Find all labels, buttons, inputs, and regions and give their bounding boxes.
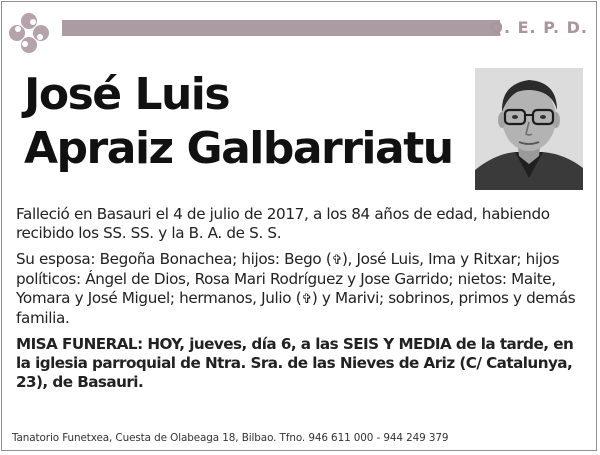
obituary-card — [1, 1, 597, 451]
obituary-text — [16, 205, 582, 399]
family-text-part-1: Su esposa: Begoña Bonachea; hijos: Bego ( — [16, 249, 332, 268]
header-band — [6, 6, 592, 52]
cross-icon: ✞ — [301, 292, 312, 308]
portrait-photo — [475, 68, 583, 190]
funeral-home-footer: Tanatorio Funetxea, Cuesta de Olabeaga 18, Bilbao. Tfno. 946 611 000 - 944 249 379 — [12, 432, 449, 444]
name-line-2: Apraiz Galbarriatu — [24, 123, 453, 174]
family-text-part-3: ) y Marivi; sobrinos, primos y demás familia. — [16, 289, 576, 328]
qepd-label: Q. E. P. D. — [489, 18, 588, 37]
family-text-part-2: ), José Luis, Ima y Ritxar; hijos políticos: Ángel de Dios, Rosa Mari Rodríguez y Jose Garrido; nietos: Maite, Yomara y José Miguel; hermanos, Julio ( — [16, 249, 560, 308]
lauburu-icon — [6, 10, 52, 56]
header-rule — [62, 20, 500, 36]
name-line-1: José Luis — [24, 69, 230, 120]
funeral-mass-paragraph: MISA FUNERAL: HOY, jueves, día 6, a las SEIS Y MEDIA de la tarde, en la iglesia parroquial de Ntra. Sra. de las Nieves de Ariz (C/ Catalunya, 23), de Basauri. — [16, 334, 574, 392]
cross-icon: ✞ — [331, 252, 342, 268]
deceased-name — [24, 68, 453, 176]
death-notice-paragraph: Falleció en Basauri el 4 de julio de 2017, a los 84 años de edad, habiendo recibido los SS. SS. y la B. A. de S. S. — [16, 205, 550, 243]
family-paragraph — [16, 250, 582, 329]
